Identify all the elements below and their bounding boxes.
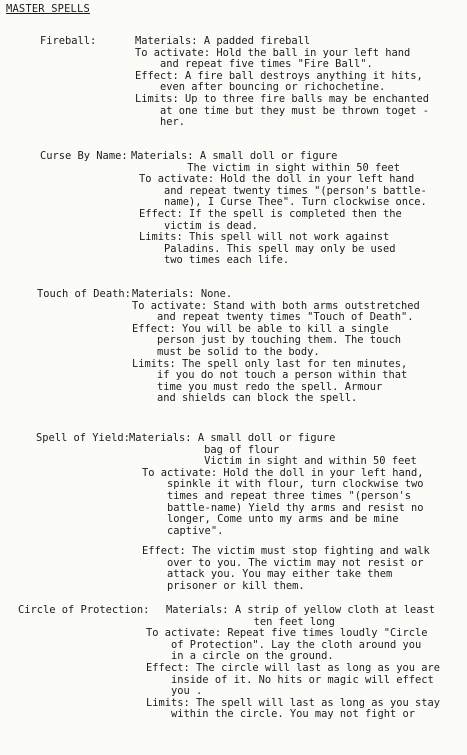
page-heading: MASTER SPELLS [6,3,90,15]
spell-line: two times each life. [139,254,290,267]
spell-line: captive". [142,524,224,537]
spell-name: Curse By Name: [40,150,128,162]
spell-line: must be solid to the body. [132,346,320,358]
spell-line: spinkle it with flour, turn clockwise two [142,478,424,491]
spell-name: Spell of Yield: [36,432,130,444]
spell-line: To activate: Hold the doll in your left hand [139,173,415,186]
spell-line: inside of it. No hits or magic will effect [146,673,434,686]
spell-line: The victim in sight within 50 feet [131,161,400,174]
spell-line: her. [135,116,186,129]
spell-line: and repeat twenty times "Touch of Death". [132,311,414,324]
spell-line: in a circle on the ground. [146,650,334,663]
spell-line: even after bouncing or richochetine. [135,81,386,94]
spell-line: Limits: The spell only last for ten minutes, [132,357,408,370]
spell-line: at one time but they must be thrown toget - [135,104,430,117]
spell-line: within the circle. You may not fight or [146,708,415,721]
spell-line: To activate: Stand with both arms outstretched [132,299,420,312]
spell-line: Victim in sight and within 50 feet [129,455,417,468]
spell-line: person just by touching them. The touch [132,334,401,347]
spell-line: ten feet long [166,615,335,628]
spell-line: Effect: The circle will last as long as you are [146,662,441,674]
spell-name: Touch of Death: [37,288,131,300]
spell-line: Materials: A strip of yellow cloth at least [166,604,435,616]
spell-line: Effect: The victim must stop fighting and walk [142,545,430,557]
spell-line: over to you. The victim may not resist or [142,556,424,569]
spell-line: times and repeat three times "(person's [142,490,411,502]
spell-line: of Protection". Lay the cloth around you [146,638,422,651]
spell-line: prisoner or kill them. [142,579,305,592]
spell-line: attack you. You may either take them [142,568,393,581]
spell-line: and shields can block the spell. [132,392,358,405]
spell-line: if you do not touch a person within that [132,369,408,382]
spell-line: To activate: Repeat five times loudly "Circle [146,627,428,640]
spell-line: Limits: This spell will not work against [139,231,390,244]
spell-line: To activate: Hold the doll in your left hand, [142,466,424,479]
spell-line: Effect: If the spell is completed then the [139,208,402,220]
spell-line: Materials: None. [132,288,233,300]
spell-line: and repeat five times "Fire Ball". [135,58,373,71]
spell-line: time you must redo the spell. Armour [132,380,383,393]
spell-line: Effect: A fire ball destroys anything it hits, [135,69,423,82]
spell-line: Limits: The spell will last as long as you stay [146,696,441,709]
spell-line: Materials: A small doll or figure [129,432,336,444]
spell-line: name), I Curse Thee". Turn clockwise once. [139,196,427,209]
spell-line: longer, Come unto my arms and be mine [142,513,399,526]
spell-line: and repeat twenty times "(person's battle- [139,184,427,197]
spell-line: Materials: A padded fireball [135,35,311,47]
spell-line: you . [146,685,203,698]
spell-line: Paladins. This spell may only be used [139,242,396,255]
spell-line: victim is dead. [139,219,258,232]
spell-line: bag of flour [129,443,280,456]
spell-line: To activate: Hold the ball in your left hand [135,46,411,59]
spell-line: battle-name) Yield thy arms and resist no [142,501,424,514]
spell-line: Materials: A small doll or figure [131,150,338,162]
spell-name: Circle of Protection: [18,604,150,616]
spell-line: Effect: You will be able to kill a single [132,322,389,335]
spell-name: Fireball: [40,35,97,47]
spell-line: Limits: Up to three fire balls may be enchanted [135,93,430,105]
